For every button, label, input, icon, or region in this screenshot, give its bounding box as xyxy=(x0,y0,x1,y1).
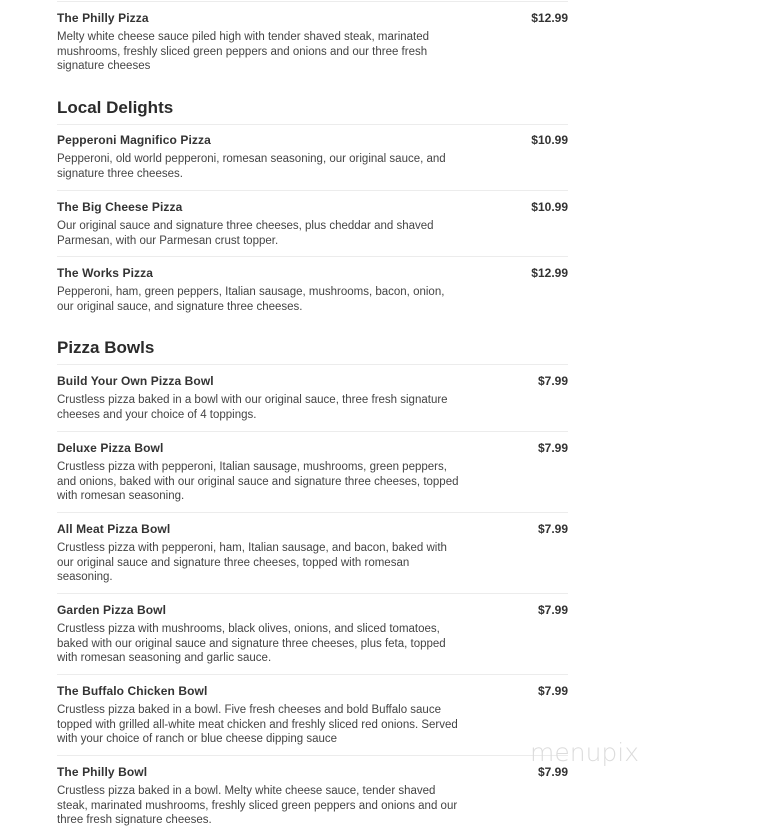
menu-item-header xyxy=(57,2,568,25)
menu-item-description: Crustless pizza baked in a bowl with our original sauce, three fresh signature cheeses and your choice of 4 toppings. xyxy=(57,394,448,421)
menu-item-buffalo-chicken-bowl xyxy=(57,674,568,756)
menu-item-description: Melty white cheese sauce piled high with tender shaved steak, marinated mushrooms, freshly sliced green peppers and onions and our three fresh signature cheeses xyxy=(57,31,430,73)
menu-item-description: Pepperoni, old world pepperoni, romesan seasoning, our original sauce, and signature three cheeses. xyxy=(57,153,446,180)
menu-item-price: $7.99 xyxy=(537,522,568,536)
menu-item-price: $7.99 xyxy=(537,765,568,779)
menu-item-description: Pepperoni, ham, green peppers, Italian sausage, mushrooms, bacon, onion, our original sauce, and signature three cheeses. xyxy=(57,286,445,313)
menu-item-name: Garden Pizza Bowl xyxy=(57,603,167,617)
menu-item-price: $12.99 xyxy=(531,11,568,25)
menu-item-header xyxy=(57,675,568,698)
menu-item-price: $12.99 xyxy=(531,266,568,280)
menu-item-works-pizza xyxy=(57,256,568,327)
menu-item-description: Our original sauce and signature three cheeses, plus cheddar and shaved Parmesan, with our Parmesan crust topper. xyxy=(57,220,434,247)
section-title-local-delights: Local Delights xyxy=(57,98,174,117)
section-title-pizza-bowls: Pizza Bowls xyxy=(57,338,155,357)
menu-item-price: $7.99 xyxy=(537,374,568,388)
menu-item-description: Crustless pizza with pepperoni, Italian sausage, mushrooms, green peppers, and onions, baked with our original sauce and signature three cheeses, topped with romesan seasoning. xyxy=(57,461,459,503)
menu-item-description: Crustless pizza with mushrooms, black olives, onions, and sliced tomatoes, baked with our original sauce and signature three cheeses, plus feta, topped with romesan seasoning and garlic sauce. xyxy=(57,623,446,665)
menu-item-garden-bowl xyxy=(57,593,568,675)
menupix-watermark: menupix xyxy=(530,738,640,767)
menu-item-name: Deluxe Pizza Bowl xyxy=(57,441,164,455)
menu-item-pepperoni-magnifico xyxy=(57,124,568,191)
menu-item-header xyxy=(57,125,568,147)
menu-item-name: All Meat Pizza Bowl xyxy=(57,522,171,536)
menu-item-price: $10.99 xyxy=(531,133,568,147)
menu-item-price: $10.99 xyxy=(531,200,568,214)
menu-item-name: Pepperoni Magnifico Pizza xyxy=(57,133,211,147)
menu-item-name: The Works Pizza xyxy=(57,266,153,280)
menu-item-description: Crustless pizza baked in a bowl. Melty white cheese sauce, tender shaved steak, marinated mushrooms, freshly sliced green peppers and onions and our three fresh signature cheeses. xyxy=(57,785,458,827)
menu-item-name: The Buffalo Chicken Bowl xyxy=(57,684,208,698)
menu-item-philly-bowl xyxy=(57,755,568,838)
menu-item-deluxe-bowl xyxy=(57,431,568,513)
menu-item-header xyxy=(57,257,568,280)
menu-item-price: $7.99 xyxy=(537,441,568,455)
menu-item-name: The Philly Bowl xyxy=(57,765,148,779)
menu-item-description: Crustless pizza baked in a bowl. Five fresh cheeses and bold Buffalo sauce topped with grilled all-white meat chicken and freshly sliced red onions. Served with your choice of ranch or blue cheese dipping sauce xyxy=(57,704,458,746)
menu-item-name: The Philly Pizza xyxy=(57,11,149,25)
menu-item-build-your-own-bowl xyxy=(57,364,568,432)
menu-item-header xyxy=(57,191,568,214)
menu-item-header xyxy=(57,594,568,617)
menu-item-header xyxy=(57,756,568,779)
menu-item-all-meat-bowl xyxy=(57,512,568,594)
menu-item-header xyxy=(57,432,568,455)
menu-item-header xyxy=(57,365,568,388)
menu-item-description: Crustless pizza with pepperoni, ham, Italian sausage, and bacon, baked with our original sauce and signature three cheeses, topped with romesan seasoning. xyxy=(57,542,447,584)
menu-item-big-cheese xyxy=(57,190,568,257)
menu-item-price: $7.99 xyxy=(537,684,568,698)
menu-item-name: Build Your Own Pizza Bowl xyxy=(57,374,214,388)
menu-item-philly-pizza xyxy=(57,1,568,80)
menu-item-header xyxy=(57,513,568,536)
menu-item-name: The Big Cheese Pizza xyxy=(57,200,183,214)
menu-item-price: $7.99 xyxy=(537,603,568,617)
